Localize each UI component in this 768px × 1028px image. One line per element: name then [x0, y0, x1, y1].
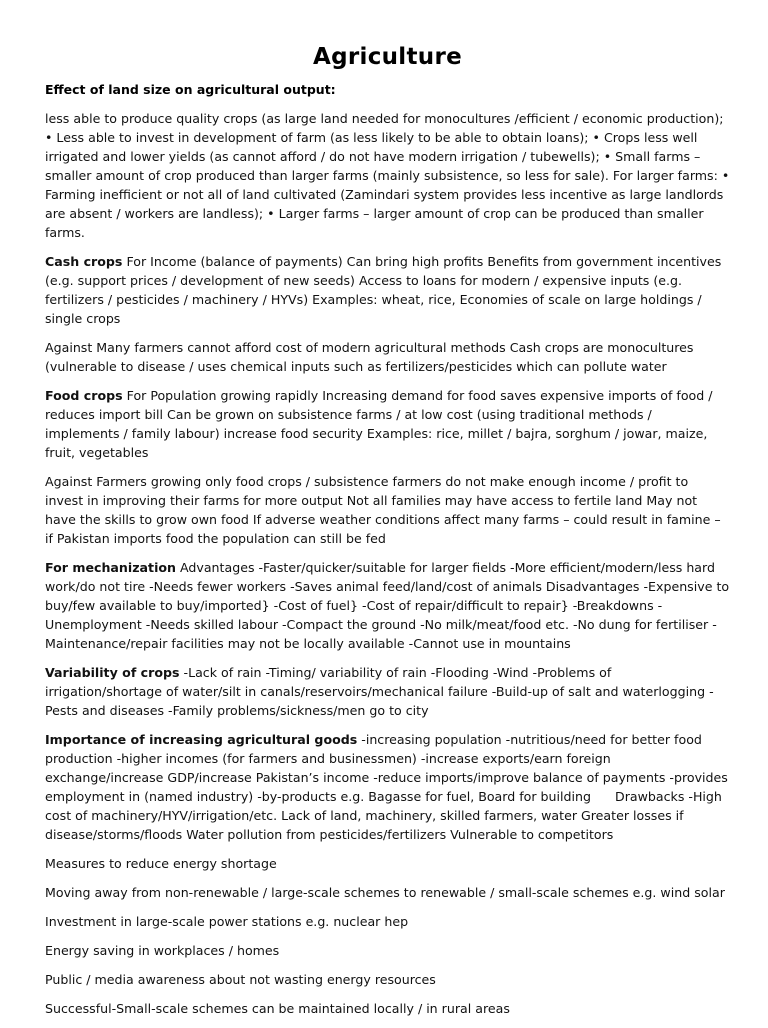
variability-text: -Lack of rain -Timing/ variability of rain -Flooding -Wind -Problems of irrigation/shortage of water/silt in canals/reservoirs/mechanical failure -Build-up of salt and waterlogging -Pests and diseases -Family problems/sickness/men go to city	[45, 665, 714, 718]
energy-line: Successful-Small-scale schemes can be maintained locally / in rural areas	[45, 1001, 510, 1016]
cash-crops-text: For Income (balance of payments) Can bring high profits Benefits from government incentives (e.g. support prices / development of new seeds) Access to loans for modern / expensive inputs (e.g. fertilizers / pesticides / machinery / HYVs) Examples: wheat, rice, Economies of scale on large holdings / single crops	[45, 254, 722, 326]
energy-line: Public / media awareness about not wasting energy resources	[45, 972, 436, 987]
energy-line: Investment in large-scale power stations e.g. nuclear hep	[45, 914, 409, 929]
mechanization-heading: For mechanization	[45, 560, 176, 575]
variability-heading: Variability of crops	[45, 665, 180, 680]
importance-paragraph	[45, 730, 730, 844]
land-size-paragraph: less able to produce quality crops (as large land needed for monocultures /efficient / economic production); • Less able to invest in development of farm (as less likely to be able to obtain loans); • Crops less well irrigated and lower yields (as cannot afford / do not have modern irrigation / tubewells); • Small farms – smaller amount of crop produced than larger farms (mainly subsistence, so less for sale). For larger farms: • Farming inefficient or not all of land cultivated (Zamindari system provides less incentive as large landlords are absent / workers are landless); • Larger farms – larger amount of crop can be produced than smaller farms.	[45, 111, 730, 240]
mechanization-paragraph	[45, 558, 730, 653]
cash-crops-against-paragraph: Against Many farmers cannot afford cost of modern agricultural methods Cash crops are monocultures (vulnerable to disease / uses chemical inputs such as fertilizers/pesticides which can pollute water	[45, 340, 694, 374]
mechanization-text: Advantages -Faster/quicker/suitable for larger fields -More efficient/modern/less hard work/do not tire -Needs fewer workers -Saves animal feed/land/cost of animals Disadvantages -Expensive to buy/few available to buy/imported} -Cost of fuel} -Cost of repair/difficult to repair} -Breakdowns -Unemployment -Needs skilled labour -Compact the ground -No milk/meat/food etc. -No dung for fertiliser -Maintenance/repair facilities may not be locally available -Cannot use in mountains	[45, 560, 730, 651]
cash-crops-paragraph	[45, 252, 730, 328]
food-crops-paragraph	[45, 386, 730, 462]
document-title: Agriculture	[313, 44, 462, 70]
land-size-heading: Effect of land size on agricultural output:	[45, 82, 336, 97]
energy-line: Measures to reduce energy shortage	[45, 856, 277, 871]
food-crops-text: For Population growing rapidly Increasing demand for food saves expensive imports of food / reduces import bill Can be grown on subsistence farms / at low cost (using traditional methods / implements / family labour) increase food security Examples: rice, millet / bajra, sorghum / jowar, maize, fruit, vegetables	[45, 388, 713, 460]
energy-line: Moving away from non-renewable / large-scale schemes to renewable / small-scale schemes e.g. wind solar	[45, 885, 725, 900]
importance-text: -increasing population -nutritious/need for better food production -higher incomes (for farmers and businessmen) -increase exports/earn foreign exchange/increase GDP/increase Pakistan’s income -reduce imports/improve balance of payments -provides employment in (named industry) -by-products e.g. Bagasse for fuel, Board for building Drawbacks -High cost of machinery/HYV/irrigation/etc. Lack of land, machinery, skilled farmers, water Greater losses if disease/storms/floods Water pollution from pesticides/fertilizers Vulnerable to competitors	[45, 732, 732, 842]
food-crops-against-paragraph: Against Farmers growing only food crops / subsistence farmers do not make enough income / profit to invest in improving their farms for more output Not all families may have access to fertile land May not have the skills to grow own food If adverse weather conditions affect many farms – could result in famine – if Pakistan imports food the population can still be fed	[45, 474, 721, 546]
importance-heading: Importance of increasing agricultural goods	[45, 732, 358, 747]
energy-line: Energy saving in workplaces / homes	[45, 943, 280, 958]
cash-crops-heading: Cash crops	[45, 254, 123, 269]
food-crops-heading: Food crops	[45, 388, 123, 403]
variability-paragraph	[45, 663, 730, 720]
document-page	[45, 44, 730, 1028]
